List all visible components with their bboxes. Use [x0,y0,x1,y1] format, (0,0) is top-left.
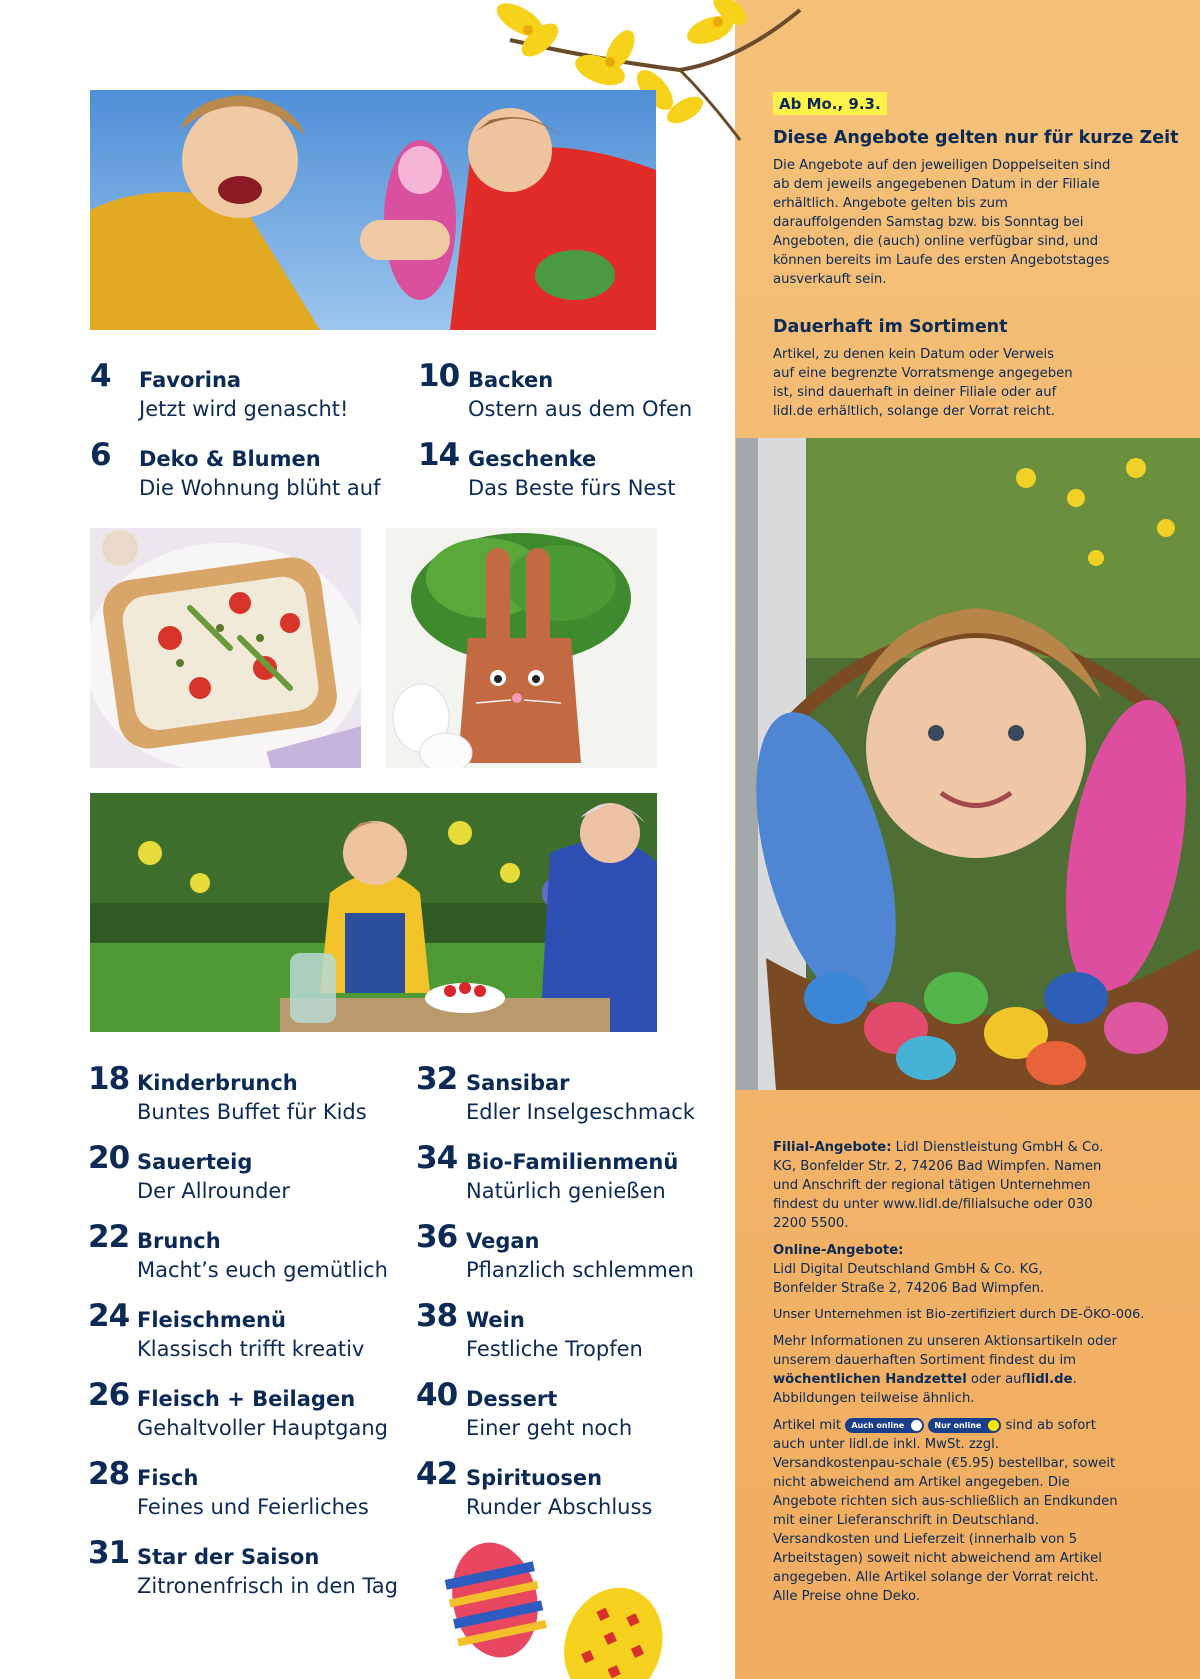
toc-subtitle: Einer geht noch [466,1416,633,1440]
toc-title: Fleischmenü [137,1308,286,1332]
toggle-dot-icon [988,1420,999,1431]
articles-text: sind ab sofort auch unter lidl.de inkl. MwSt. zzgl. Versandkostenpau-schale (€5.95) bestellbar, soweit nicht abweichend am Artikel angegeben. Die Angebote richten sich aus-schließlich an Endkunden mit einer Lieferanschrift in Deutschland. Versandkosten und Lieferzeit (innerhalb von 5 Arbeitstagen) soweit nicht abweichend am Artikel angegeben. Alle Artikel solange der Vorrat reicht. Alle Preise ohne Deko. [773,1418,1118,1604]
toc-subtitle: Die Wohnung blüht auf [139,476,381,500]
more-info-text-c: . Abbildungen teilweise ähnlich. [773,1372,1077,1406]
filial-label: Filial-Angebote: [773,1140,892,1155]
toc-title: Spirituosen [466,1466,603,1490]
toc-entry-spirituosen[interactable] [416,1456,736,1524]
toc-entry-star-der-saison[interactable] [88,1535,408,1603]
offers-info [773,92,1179,421]
toc-subtitle: Pflanzlich schlemmen [466,1258,694,1282]
girl-easter-basket-photo [736,438,1200,1090]
toc-page-number: 32 [416,1061,458,1097]
toc-title: Bio-Familienmenü [466,1150,679,1174]
toc-entry-dessert[interactable] [416,1377,736,1445]
only-online-label: Nur online [934,1420,982,1430]
toc-page-number: 36 [416,1219,458,1255]
toc-entry-fleisch-beilagen[interactable] [88,1377,408,1445]
toc-title: Kinderbrunch [137,1071,298,1095]
date-badge: Ab Mo., 9.3. [773,92,887,115]
legal-info [773,1138,1173,1606]
toc-subtitle: Festliche Tropfen [466,1337,643,1361]
online-articles-info [773,1416,1125,1606]
toc-entry-favorina[interactable] [90,358,410,426]
toc-subtitle: Zitronenfrisch in den Tag [137,1574,398,1598]
toc-subtitle: Natürlich genießen [466,1179,666,1203]
easter-eggs-decoration [440,1530,680,1679]
toc-title: Favorina [139,368,242,392]
toc-page-number: 20 [88,1140,130,1176]
toc-subtitle: Gehaltvoller Hauptgang [137,1416,388,1440]
toc-page-number: 18 [88,1061,130,1097]
toc-entry-fleischmenue[interactable] [88,1298,408,1366]
toc-subtitle: Jetzt wird genascht! [139,397,349,421]
toc-page-number: 40 [416,1377,458,1413]
toc-entry-kinderbrunch[interactable] [88,1061,408,1129]
toc-title: Deko & Blumen [139,447,321,471]
more-info-text-a: Mehr Informationen zu unseren Aktionsartikeln oder unserem dauerhaften Sortiment findest du im [773,1334,1118,1368]
flatbread-pizza-photo [90,528,361,768]
toc-title: Brunch [137,1229,221,1253]
toc-page-number: 22 [88,1219,130,1255]
toc-page-number: 28 [88,1456,130,1492]
permanent-heading: Dauerhaft im Sortiment [773,317,1008,337]
toc-title: Geschenke [468,447,597,471]
toc-subtitle: Ostern aus dem Ofen [468,397,693,421]
toc-subtitle: Edler Inselgeschmack [466,1100,695,1124]
toc-page-number: 38 [416,1298,458,1334]
articles-prefix: Artikel mit [773,1418,842,1433]
toc-page-number: 26 [88,1377,130,1413]
toc-entry-deko-blumen[interactable] [90,437,410,505]
toc-entry-brunch[interactable] [88,1219,408,1287]
toc-entry-bio-familienmenue[interactable] [416,1140,736,1208]
toggle-dot-icon [911,1420,922,1431]
also-online-label: Auch online [851,1420,905,1430]
bio-certification: Unser Unternehmen ist Bio-zertifiziert durch DE-ÖKO-006. [773,1307,1145,1322]
toc-entry-sansibar[interactable] [416,1061,736,1129]
online-label: Online-Angebote: [773,1243,904,1258]
toc-title: Fleisch + Beilagen [137,1387,356,1411]
toc-title: Star der Saison [137,1545,320,1569]
toc-entry-fisch[interactable] [88,1456,408,1524]
garden-brunch-photo [90,793,657,1032]
toc-subtitle: Klassisch trifft kreativ [137,1337,365,1361]
toc-entry-backen[interactable] [418,358,738,426]
only-online-badge [928,1418,1001,1433]
toc-title: Sauerteig [137,1150,253,1174]
toc-page-number: 31 [88,1535,130,1571]
toc-title: Wein [466,1308,525,1332]
toc-page-number: 6 [90,437,111,473]
toc-title: Sansibar [466,1071,570,1095]
also-online-badge [845,1418,924,1433]
toc-subtitle: Feines und Feierliches [137,1495,369,1519]
toc-entry-wein[interactable] [416,1298,736,1366]
toc-subtitle: Das Beste fürs Nest [468,476,676,500]
toc-page-number: 24 [88,1298,130,1334]
online-text: Lidl Digital Deutschland GmbH & Co. KG, Bonfelder Straße 2, 74206 Bad Wimpfen. [773,1262,1045,1296]
toc-page-number: 4 [90,358,111,394]
toc-subtitle: Buntes Buffet für Kids [137,1100,367,1124]
toc-title: Fisch [137,1466,199,1490]
lidl-link[interactable]: lidl.de [1026,1372,1073,1387]
toc-page-number: 14 [418,437,460,473]
more-info-text-b: oder auf [970,1372,1027,1387]
toc-subtitle: Der Allrounder [137,1179,290,1203]
toc-entry-geschenke[interactable] [418,437,738,505]
offers-heading: Diese Angebote gelten nur für kurze Zeit [773,128,1179,148]
filial-text: Lidl Dienstleistung GmbH & Co. KG, Bonfelder Str. 2, 74206 Bad Wimpfen. Namen und Anschrift der regional tätigen Unternehmen findest du unter www.lidl.de/filialsuche oder 030 2200 5500. [773,1140,1104,1231]
weekly-flyer-link[interactable]: wöchentlichen Handzettel [773,1372,967,1387]
permanent-text: Artikel, zu denen kein Datum oder Verweis auf eine begrenzte Vorratsmenge angegeben ist, sind dauerhaft in deiner Filiale oder auf lidl.de erhältlich, solange der Vorrat reicht. [773,347,1073,419]
filial-offers [773,1138,1118,1233]
toc-entry-vegan[interactable] [416,1219,736,1287]
toc-title: Dessert [466,1387,558,1411]
more-info [773,1332,1118,1408]
toc-page-number: 34 [416,1140,458,1176]
kids-chocolate-bunny-photo [90,90,656,330]
toc-page-number: 10 [418,358,460,394]
toc-title: Backen [468,368,554,392]
toc-subtitle: Macht’s euch gemütlich [137,1258,388,1282]
toc-title: Vegan [466,1229,540,1253]
toc-entry-sauerteig[interactable] [88,1140,408,1208]
offers-text: Die Angebote auf den jeweiligen Doppelseiten sind ab dem jeweils angegebenen Datum in der Filiale erhältlich. Angebote gelten bis zum darauffolgenden Samstag bzw. bis Sonntag bei Angeboten, die (auch) online verfügbar sind, und können bereits im Laufe des ersten Angebotstages ausverkauft sein. [773,158,1111,287]
bunny-planter-photo [386,528,657,768]
online-offers [773,1241,1073,1298]
toc-page-number: 42 [416,1456,458,1492]
toc-subtitle: Runder Abschluss [466,1495,653,1519]
